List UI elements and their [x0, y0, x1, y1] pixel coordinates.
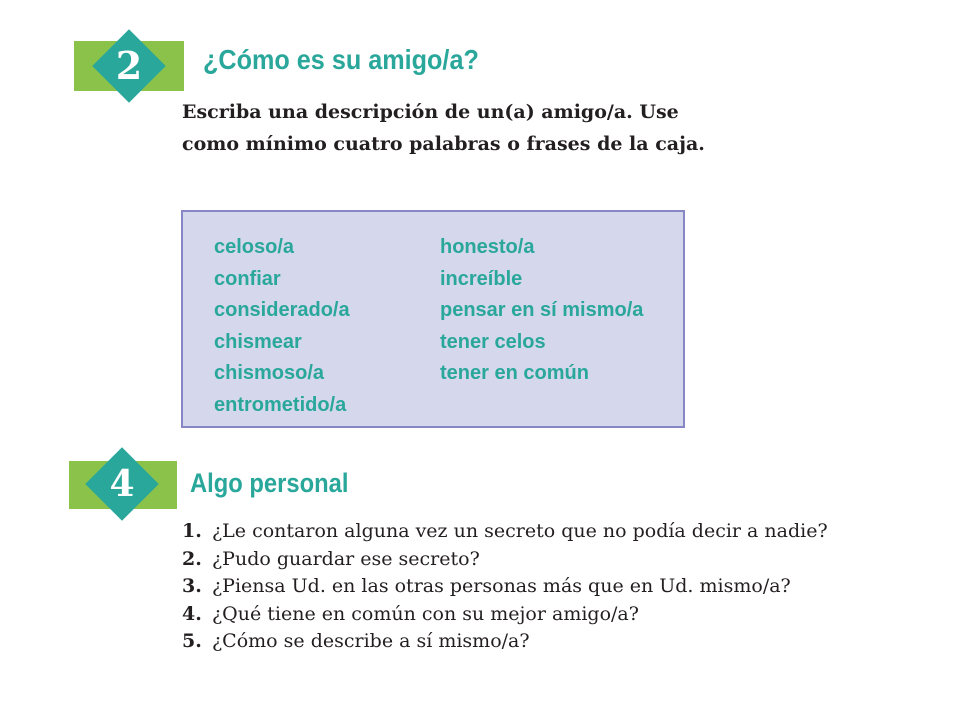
word-item: pensar en sí mismo/a — [440, 299, 644, 321]
question-text: ¿Pudo guardar ese secreto? — [212, 547, 480, 570]
word-item: chismear — [214, 330, 302, 353]
question-text: ¿Piensa Ud. en las otras personas más que en Ud. mismo/a? — [212, 575, 791, 597]
question-list — [182, 518, 828, 656]
activity-number: 4 — [109, 463, 135, 505]
word-item: celoso/a — [214, 236, 295, 258]
question-text: ¿Le contaron alguna vez un secreto que no podía decir a nadie? — [212, 520, 828, 542]
activity-number-badge — [74, 28, 184, 104]
activity-number: 2 — [115, 43, 143, 88]
word-item: tener en común — [440, 362, 589, 384]
question-number: 4. — [182, 602, 202, 625]
activity-number-badge — [69, 446, 181, 522]
question-item — [182, 518, 828, 546]
word-item: considerado/a — [214, 299, 350, 321]
word-item: entrometido/a — [214, 393, 347, 416]
word-item: confiar — [214, 267, 281, 290]
instructions-line: como mínimo cuatro palabras o frases de la caja. — [182, 133, 705, 155]
question-number: 1. — [182, 520, 202, 542]
word-box — [181, 210, 685, 428]
instructions — [182, 96, 802, 160]
question-number: 3. — [182, 575, 202, 597]
word-list-left — [214, 232, 350, 421]
activity-title: Algo personal — [190, 468, 349, 498]
word-item: tener celos — [440, 330, 546, 353]
word-item: chismoso/a — [214, 362, 325, 384]
word-item: honesto/a — [440, 236, 535, 258]
question-text: ¿Cómo se describe a sí mismo/a? — [212, 630, 530, 652]
question-number: 5. — [182, 630, 202, 652]
question-item — [182, 573, 828, 601]
instructions-line: Escriba una descripción de un(a) amigo/a. Use — [182, 101, 679, 123]
question-text: ¿Qué tiene en común con su mejor amigo/a? — [212, 602, 639, 625]
question-item — [182, 628, 828, 656]
word-item: increíble — [440, 267, 523, 290]
question-item — [182, 546, 828, 574]
activity-title: ¿Cómo es su amigo/a? — [203, 44, 479, 75]
question-item — [182, 601, 828, 629]
question-number: 2. — [182, 547, 202, 570]
word-list-right — [440, 232, 643, 390]
